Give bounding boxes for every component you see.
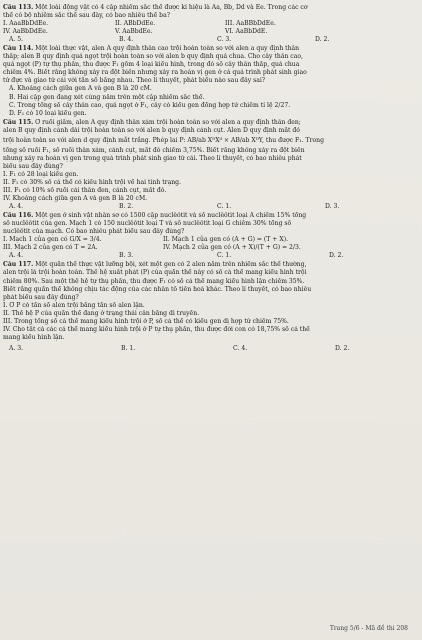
question-text: quả ngọt (P) tự thụ phấn, thu được F₁ gồm 4 loại kiểu hình, trong đó số cây thân thấp, quả chua (3, 61, 300, 69)
answer-row (3, 252, 419, 260)
answer-option: B. 4. (119, 36, 134, 44)
question-116 (3, 212, 419, 260)
question-text: Một gen ở sinh vật nhân sơ có 1500 cặp nuclêôtit và số nuclêôtit loại A chiếm 15% tổng (35, 212, 307, 220)
item: I. AaaBbDdEe. (3, 20, 49, 28)
question-line (3, 212, 419, 220)
statement: IV. Cho tất cả các cá thể mang kiểu hình trội ở P tự thụ phấn, thu được đời con có 18,75% số cá thể (3, 325, 310, 333)
question-text: Một loài thực vật, alen A quy định thân cao trội hoàn toàn so với alen a quy định thân (35, 45, 300, 53)
answer-option: C. 4. (233, 344, 248, 352)
question-text: Một quần thể thực vật lưỡng bội, xét một gen có 2 alen nằm trên nhiễm sắc thể thường, (35, 261, 307, 269)
question-label: Câu 116. (3, 212, 34, 220)
answer-option: C. 3. (217, 36, 232, 44)
question-text: tổng số ruồi F₁, số ruồi thân xám, cánh cụt, mắt đỏ chiếm 3,75%. Biết rằng không xảy ra đột biến (3, 146, 305, 154)
statement: I. F₁ có 28 loại kiểu gen. (3, 170, 79, 178)
statement: III. Mạch 2 của gen có T = 2A. (3, 244, 98, 252)
answer-option: D. F₁ có 10 loại kiểu gen. (9, 109, 87, 117)
page-content (3, 4, 419, 354)
statement: II. F₁ có 30% số cá thể có kiểu hình trội về hai tính trạng. (3, 178, 181, 186)
question-label: Câu 115. (3, 118, 34, 126)
item: II. ABbDdEe. (115, 20, 156, 28)
question-text: phát biểu sau đây đúng? (3, 293, 79, 301)
item: IV. AaBbDdEe. (3, 28, 48, 36)
question-text: chiếm 80%. Sau một thế hệ tự thụ phấn, thu được F₁ có số cá thể mang kiểu hình lặn chiếm 35%. (3, 277, 305, 285)
answer-option: B. 1. (121, 344, 136, 352)
question-text: thể có bộ nhiễm sắc thể sau đây, có bao nhiêu thể ba? (3, 12, 170, 20)
statement: II. Thế hệ P của quần thể đang ở trạng thái cân bằng di truyền. (3, 309, 200, 317)
answer-option: D. 3. (325, 203, 340, 211)
answer-option: D. 2. (329, 252, 344, 260)
answer-option: A. 4. (9, 203, 24, 211)
question-line (3, 45, 419, 53)
answer-option: A. 3. (9, 344, 24, 352)
answer-option: B. 2. (119, 203, 134, 211)
statement: mang kiểu hình lặn. (3, 333, 65, 341)
question-text: nhưng xảy ra hoán vị gen trong quá trình phát sinh giao tử cái. Theo lí thuyết, có bao nhiêu phát (3, 154, 302, 162)
question-text: số nuclêôtit của gen. Mạch 1 có 150 nuclêôtit loại T và số nuclêôtit loại G chiếm 30% tổng số (3, 220, 292, 228)
item-row (3, 20, 419, 28)
page-footer: Trang 5/6 - Mã đề thi 208 (329, 625, 408, 632)
question-line (3, 4, 419, 12)
question-label: Câu 113. (3, 4, 34, 11)
question-label: Câu 117. (3, 261, 34, 269)
answer-row (3, 203, 419, 211)
answer-row (3, 36, 419, 44)
statement: I. Ở P có tần số alen trội bằng tần số alen lặn. (3, 301, 145, 309)
statement-row (3, 236, 419, 244)
question-115 (3, 119, 419, 211)
item-row (3, 28, 419, 36)
question-text: Ở ruồi giấm, alen A quy định thân xám trội hoàn toàn so với alen a quy định thân đen; (35, 118, 301, 126)
answer-option: B. Hai cặp gen đang xét cùng nằm trên một cặp nhiễm sắc thể. (9, 93, 205, 101)
statement-row (3, 244, 419, 252)
answer-option: A. 5. (9, 36, 24, 44)
question-text: alen trội là trội hoàn toàn. Thế hệ xuất phát (P) của quần thể này có số cá thể mang kiểu hình trội (3, 269, 307, 277)
answer-option: C. 1. (217, 252, 232, 260)
statement: III. F₁ có 10% số ruồi cái thân đen, cánh cụt, mắt đỏ. (3, 186, 167, 194)
item: III. AaBBbDdEe. (225, 20, 276, 28)
question-text: alen B quy định cánh dài trội hoàn toàn so với alen b quy định cánh cụt. Alen D quy định mắt đỏ (3, 126, 300, 134)
statement: III. Trong tổng số cá thể mang kiểu hình trội ở P, số cá thể có kiểu gen dị hợp tử chiếm 75%. (3, 317, 289, 325)
question-text: trội hoàn toàn so với alen d quy định mắt trắng. Phép lai P: AB/ab XᴰXᵈ × AB/ab XᴰY, thu được F₁. Trong (3, 136, 324, 144)
statement: IV. Khoảng cách giữa gen A và gen B là 20 cM. (3, 195, 148, 203)
answer-option: C. Trong tổng số cây thân cao, quả ngọt ở F₁, cây có kiểu gen đồng hợp tử chiếm tỉ lệ 2/27. (9, 101, 291, 109)
answer-option: D. 2. (315, 36, 330, 44)
question-114 (3, 45, 419, 117)
answer-option: C. 1. (217, 203, 232, 211)
question-text: Biết rằng quần thể không chịu tác động của các nhân tố tiến hoá khác. Theo lí thuyết, có bao nhiêu (3, 285, 312, 293)
question-line (3, 261, 419, 269)
statement: I. Mạch 1 của gen có G/X = 3/4. (3, 236, 102, 244)
item: V. AaBbdEe. (115, 28, 153, 36)
question-line (3, 119, 419, 127)
question-117 (3, 261, 419, 353)
statement: II. Mạch 1 của gen có (A + G) = (T + X). (163, 236, 289, 244)
answer-option: A. Khoảng cách giữa gen A và gen B là 20 cM. (9, 85, 152, 93)
answer-option: B. 3. (119, 252, 134, 260)
question-text: chiếm 4%. Biết rằng không xảy ra đột biến nhưng xảy ra hoán vị gen ở cả quá trình phát sinh giao (3, 69, 307, 77)
answer-option: D. 2. (335, 344, 350, 352)
question-label: Câu 114. (3, 45, 34, 53)
statement: IV. Mạch 2 của gen có (A + X)/(T + G) = 2/3. (163, 244, 301, 252)
question-text: nuclêôtit của mạch. Có bao nhiêu phát biểu sau đây đúng? (3, 228, 185, 236)
question-text: thấp; alen B quy định quả ngọt trội hoàn toàn so với alen b quy định quả chua. Cho cây thân cao, (3, 53, 303, 61)
answer-option: A. 4. (9, 252, 24, 260)
answer-row (3, 345, 419, 353)
question-text: biểu sau đây đúng? (3, 162, 63, 170)
question-113 (3, 4, 419, 44)
question-text: tử đực và giao tử cái với tần số bằng nhau. Theo lí thuyết, phát biểu nào sau đây sai? (3, 77, 266, 85)
question-text: Một loài động vật có 4 cặp nhiễm sắc thể được kí hiệu là Aa, Bb, Dd và Ee. Trong các cơ (35, 4, 308, 11)
item: VI. AaBbDdE. (225, 28, 268, 36)
